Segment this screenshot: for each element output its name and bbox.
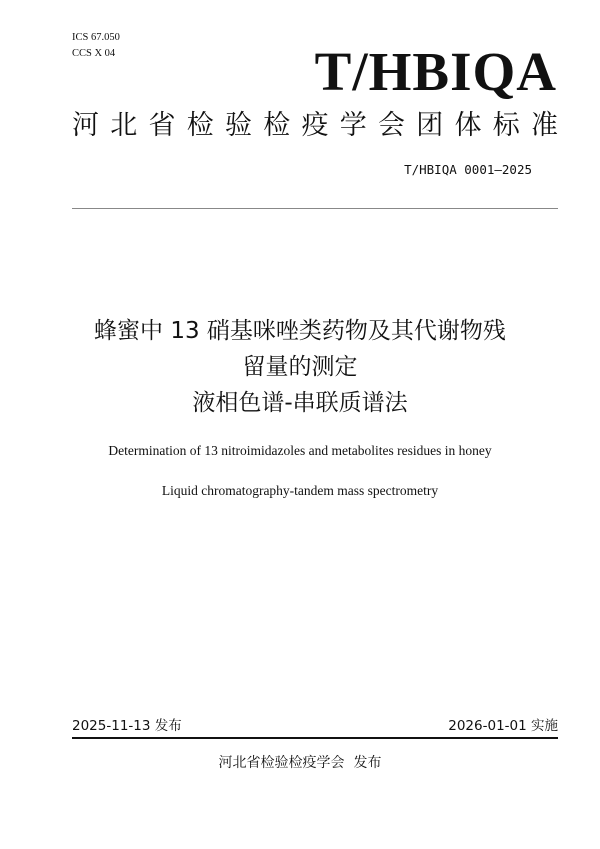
title-en-line2: Liquid chromatography-tandem mass spectrometry [161,483,439,498]
org-char: 疫 [301,110,329,141]
standard-logo: T/HBIQA [314,41,557,102]
footer-divider [72,737,558,739]
org-char: 标 [492,110,520,141]
org-standard-title [72,108,558,144]
org-char: 团 [416,110,444,141]
publisher: 河北省检验检疫学会 发布 [218,755,382,771]
org-char: 准 [531,110,558,141]
org-char: 检 [263,110,291,141]
effective-date: 2026-01-01 实施 [448,718,558,734]
org-char: 省 [148,110,176,141]
publish-date: 2025-11-13 发布 [72,718,182,734]
org-char: 北 [110,110,138,141]
org-char: 检 [186,110,214,141]
ics-code: ICS 67.050 [72,32,120,43]
org-char: 验 [225,110,252,141]
title-cn-line3: 液相色谱-串联质谱法 [192,390,408,416]
standard-code: T/HBIQA 0001—2025 [404,162,532,177]
title-en-line1: Determination of 13 nitroimidazoles and metabolites residues in honey [108,443,492,458]
title-cn-line2: 留量的测定 [242,354,358,380]
org-char: 会 [378,110,405,141]
classification-codes [72,30,120,62]
title-cn-line1: 蜂蜜中 13 硝基咪唑类药物及其代谢物残 [94,318,506,344]
dates-row [72,714,558,734]
org-char: 河 [72,110,99,141]
header-divider [72,208,558,209]
ccs-code: CCS X 04 [72,48,116,59]
org-char: 体 [454,110,482,141]
org-char: 学 [339,110,367,141]
